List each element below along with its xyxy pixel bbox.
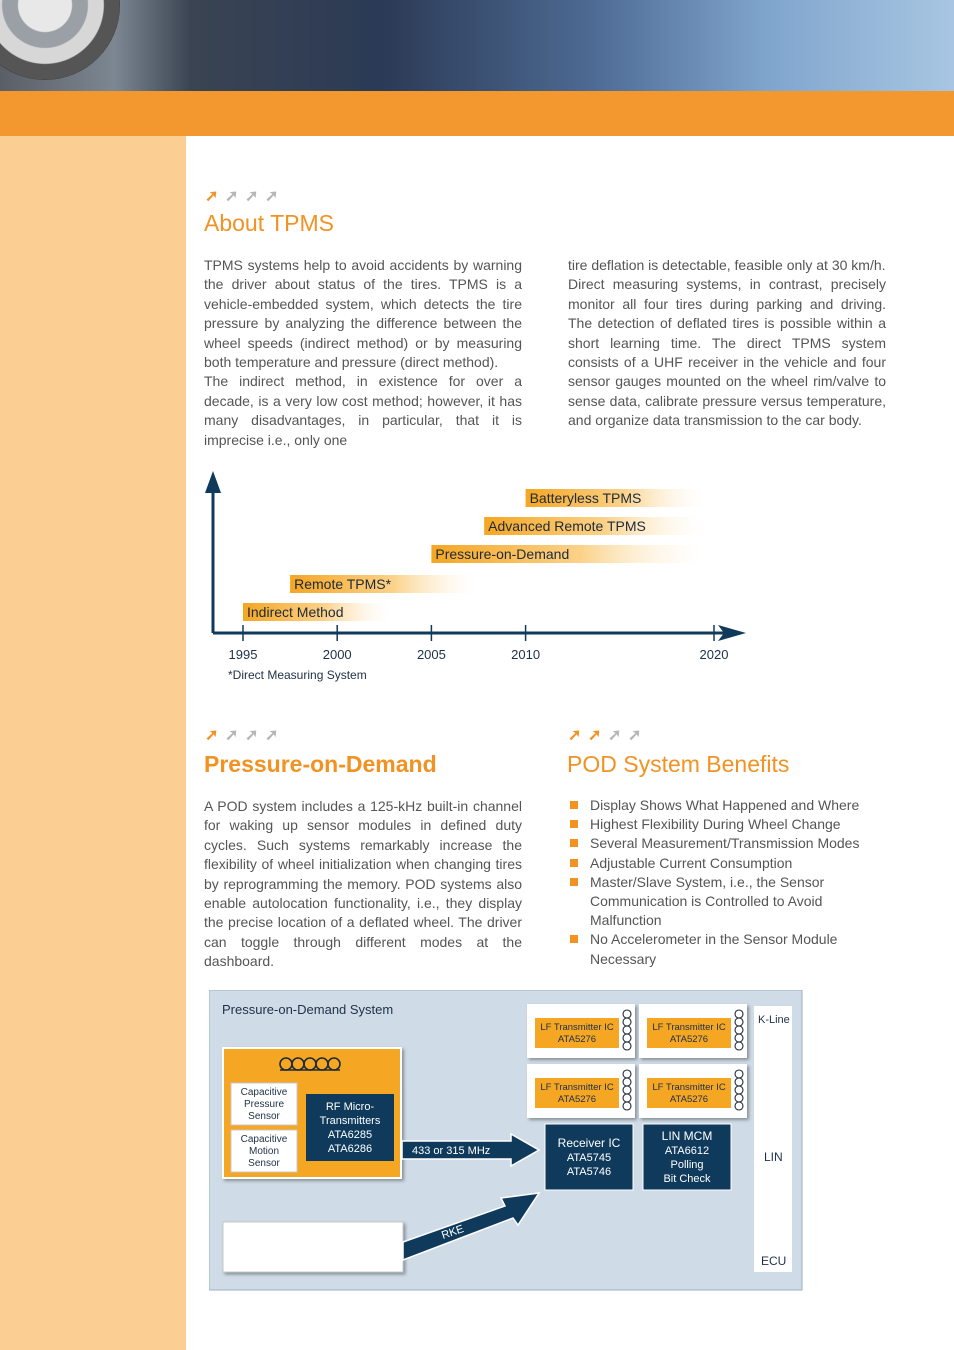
about-paragraph: TPMS systems help to avoid accidents by warning the driver about status of the tires. TPMS is a vehicle-embedded system, which detects the tire pressure by analyzing the difference between the wheel speeds (indirect method) or by measuring both temperature and pressure (direct method). xyxy=(204,257,522,371)
lf-transmitter-label: LF Transmitter IC xyxy=(540,1022,614,1033)
timeline-bar-label: Batteryless TPMS xyxy=(529,490,642,506)
rf-line: RF Micro- xyxy=(325,1101,375,1113)
header-band xyxy=(0,91,954,136)
ecu-label: ECU xyxy=(761,1254,787,1268)
about-paragraph: Direct measuring systems, in contrast, precisely monitor all four tires during parking and driving. The detection of deflated tires is possible within a short learning time. The direct TPMS system consists of a UHF receiver in the vehicle and four sensor gauges mounted on the wheel rim/valve to sense data, calibrate pressure versus temperature, and organize data transmission to the car body. xyxy=(568,276,886,429)
about-paragraph: The indirect method, in existence for over a decade, is a very low cost method; however, it has many disadvantages, in particular, that it is imprecise i.e., only one xyxy=(204,373,522,448)
section-arrows-about xyxy=(205,190,279,204)
arrow-icon: ➚ xyxy=(245,188,259,205)
arrow-icon: ➚ xyxy=(265,188,279,205)
arrow-icon: ➚ xyxy=(205,188,219,205)
arrow-icon: ➚ xyxy=(608,727,622,744)
rf-line: Transmitters xyxy=(319,1115,381,1127)
about-column-2 xyxy=(568,256,886,431)
tpms-timeline xyxy=(196,455,756,695)
lin-label: LIN xyxy=(764,1150,783,1164)
benefit-item: Master/Slave System, i.e., the Sensor Communication is Controlled to Avoid Malfunction xyxy=(568,873,888,931)
timeline-bar-label: Indirect Method xyxy=(247,604,344,620)
timeline-year-label: 1995 xyxy=(228,647,258,662)
lf-transmitter-label: ATA5276 xyxy=(669,1034,709,1045)
receiver-line: ATA5745 xyxy=(566,1152,612,1164)
kline-label: K-Line xyxy=(758,1014,790,1026)
timeline-svg xyxy=(196,455,756,695)
pod-system-diagram xyxy=(209,990,804,1292)
benefits-title: POD System Benefits xyxy=(567,751,790,777)
left-margin-strip xyxy=(0,136,186,1350)
arrow-icon: ➚ xyxy=(265,727,279,744)
freq-label: 433 or 315 MHz xyxy=(412,1145,491,1157)
cap-motion-line: Capacitive xyxy=(240,1134,288,1145)
timeline-bar-label: Remote TPMS* xyxy=(294,576,392,592)
cap-pressure-line: Pressure xyxy=(243,1099,285,1110)
lf-transmitter-label: LF Transmitter IC xyxy=(540,1082,614,1093)
benefit-item: Several Measurement/Transmission Modes xyxy=(568,834,888,853)
arrow-icon: ➚ xyxy=(588,727,602,744)
header-photo xyxy=(0,0,954,91)
timeline-y-arrow xyxy=(205,471,221,493)
cap-motion-line: Motion xyxy=(248,1146,280,1157)
lf-transmitter-label: ATA5276 xyxy=(557,1034,597,1045)
arrow-icon: ➚ xyxy=(225,188,239,205)
timeline-year-label: 2000 xyxy=(322,647,352,662)
arrow-icon: ➚ xyxy=(245,727,259,744)
pod-title: Pressure-on-Demand xyxy=(204,751,437,777)
pod-diagram-svg xyxy=(209,990,804,1292)
lin-mcm-line: Bit Check xyxy=(663,1173,711,1185)
section-arrows-benefits xyxy=(568,729,642,743)
timeline-year-label: 2010 xyxy=(511,647,541,662)
lin-mcm-line: ATA6612 xyxy=(664,1145,710,1157)
wheel-image xyxy=(0,0,120,80)
lf-transmitter-label: ATA5276 xyxy=(669,1094,709,1105)
benefit-item: Display Shows What Happened and Where xyxy=(568,796,888,815)
cap-pressure-line: Capacitive xyxy=(240,1087,288,1098)
ecu-column xyxy=(754,1006,792,1272)
lin-mcm-line: LIN MCM xyxy=(661,1129,713,1143)
lf-transmitter-label: ATA5276 xyxy=(557,1094,597,1105)
lf-transmitter-label: LF Transmitter IC xyxy=(652,1082,726,1093)
benefit-item: No Accelerometer in the Sensor Module Necessary xyxy=(568,930,888,968)
about-column-1 xyxy=(204,256,522,450)
cap-pressure-line: Sensor xyxy=(248,1111,280,1122)
section-arrows-pod xyxy=(205,729,279,743)
arrow-icon: ➚ xyxy=(225,727,239,744)
about-paragraph: tire deflation is detectable, feasible only at 30 km/h. xyxy=(568,257,886,273)
arrow-icon: ➚ xyxy=(628,727,642,744)
lin-mcm-line: Polling xyxy=(670,1159,704,1171)
about-title: About TPMS xyxy=(204,210,334,236)
receiver-line: ATA5746 xyxy=(566,1166,612,1178)
rke-keyfob xyxy=(223,1222,403,1272)
benefit-item: Adjustable Current Consumption xyxy=(568,854,888,873)
lf-transmitter-label: LF Transmitter IC xyxy=(652,1022,726,1033)
arrow-icon: ➚ xyxy=(568,727,582,744)
arrow-icon: ➚ xyxy=(205,727,219,744)
rke-label: RKE xyxy=(440,1223,466,1242)
pod-text: A POD system includes a 125-kHz built-in channel for waking up sensor modules in defined duty cycles. Such systems remarkably increase the flexibility of wheel initialization when changing tires by reprogramming the memory. POD systems also enable autolocation functionality, i.e., they display the precise location of a deflated wheel. The driver can toggle through different modes at the dashboard. xyxy=(204,798,522,970)
receiver-line: Receiver IC xyxy=(557,1136,621,1150)
benefits-list xyxy=(568,796,888,969)
diagram-title: Pressure-on-Demand System xyxy=(222,1002,394,1017)
timeline-year-label: 2020 xyxy=(699,647,729,662)
rf-line: ATA6286 xyxy=(327,1143,373,1155)
rf-line: ATA6285 xyxy=(327,1129,373,1141)
benefit-item: Highest Flexibility During Wheel Change xyxy=(568,815,888,834)
timeline-bar-label: Pressure-on-Demand xyxy=(435,546,570,562)
cap-motion-line: Sensor xyxy=(248,1158,280,1169)
timeline-bar-label: Advanced Remote TPMS xyxy=(488,518,646,534)
timeline-year-label: 2005 xyxy=(416,647,446,662)
timeline-footnote: *Direct Measuring System xyxy=(228,668,367,682)
